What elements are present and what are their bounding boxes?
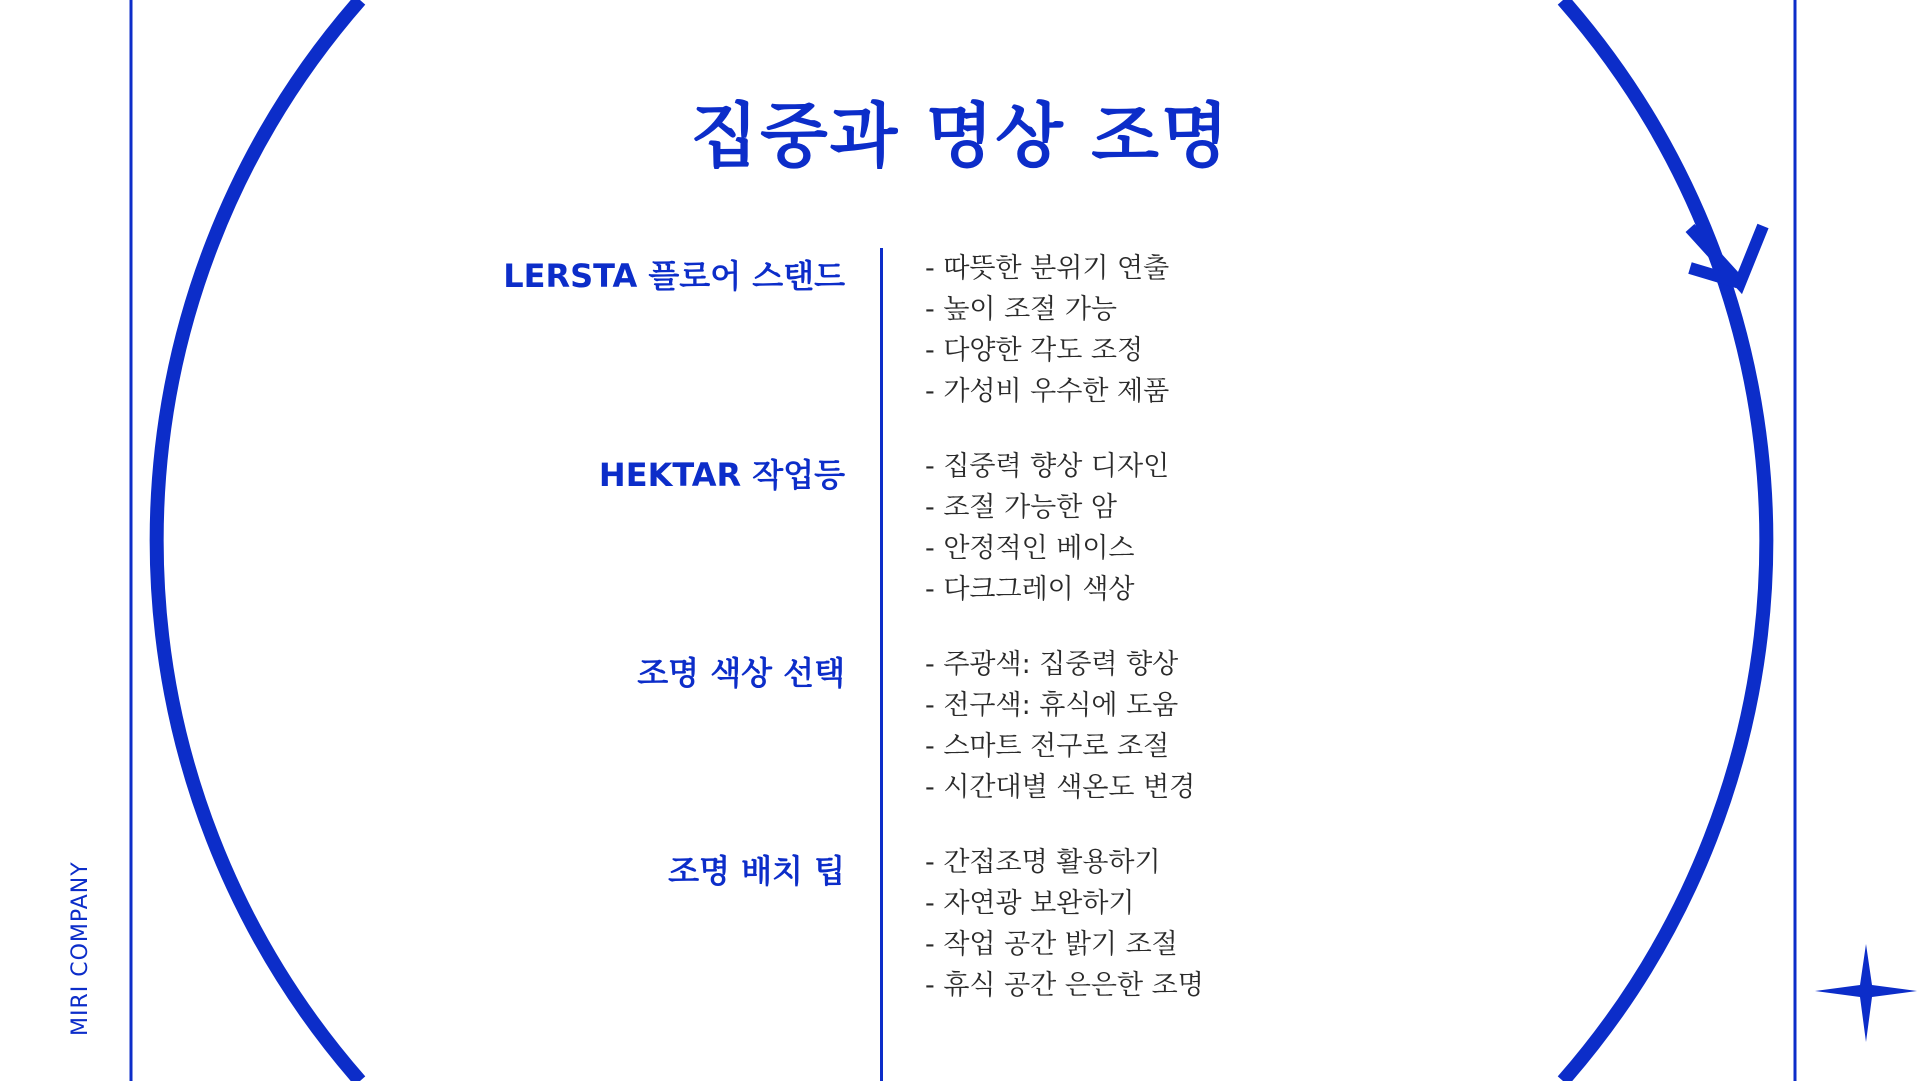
bullet-list-color (925, 644, 1195, 808)
bullet-item: - 전구색: 휴식에 도움 (925, 690, 1179, 721)
vertical-divider (880, 248, 883, 1081)
bullet-item: - 다양한 각도 조정 (925, 335, 1144, 366)
bullet-item: - 다크그레이 색상 (925, 574, 1135, 605)
bullet-item: - 시간대별 색온도 변경 (925, 772, 1196, 803)
page-title: 집중과 명상 조명 (690, 95, 1231, 177)
bullet-item: - 스마트 전구로 조절 (925, 731, 1170, 762)
section-title-lersta: LERSTA 플로어 스탠드 (503, 257, 845, 295)
section-title-hektar: HEKTAR 작업등 (598, 456, 845, 494)
bullet-item: - 휴식 공간 은은한 조명 (925, 970, 1204, 1001)
sparkle-star-icon (1815, 944, 1917, 1042)
section-title-placement: 조명 배치 팁 (668, 852, 845, 890)
bullet-list-lersta (925, 248, 1169, 412)
section-title-color: 조명 색상 선택 (637, 654, 845, 692)
bullet-item: - 높이 조절 가능 (925, 294, 1117, 325)
bullet-item: - 안정적인 베이스 (925, 533, 1135, 564)
bullet-item: - 주광색: 집중력 향상 (925, 649, 1179, 680)
brand-vertical-label: MIRI COMPANY (68, 861, 93, 1036)
bullet-item: - 간접조명 활용하기 (925, 847, 1161, 878)
bullet-item: - 작업 공간 밝기 조절 (925, 929, 1178, 960)
bullet-item: - 조절 가능한 암 (925, 492, 1117, 523)
arrow-head-icon (1690, 226, 1763, 283)
bullet-list-placement (925, 842, 1204, 1006)
bullet-item: - 따뜻한 분위기 연출 (925, 253, 1170, 284)
bullet-list-hektar (925, 446, 1169, 610)
bullet-item: - 자연광 보완하기 (925, 888, 1135, 919)
bullet-item: - 집중력 향상 디자인 (925, 451, 1170, 482)
bullet-item: - 가성비 우수한 제품 (925, 376, 1170, 407)
